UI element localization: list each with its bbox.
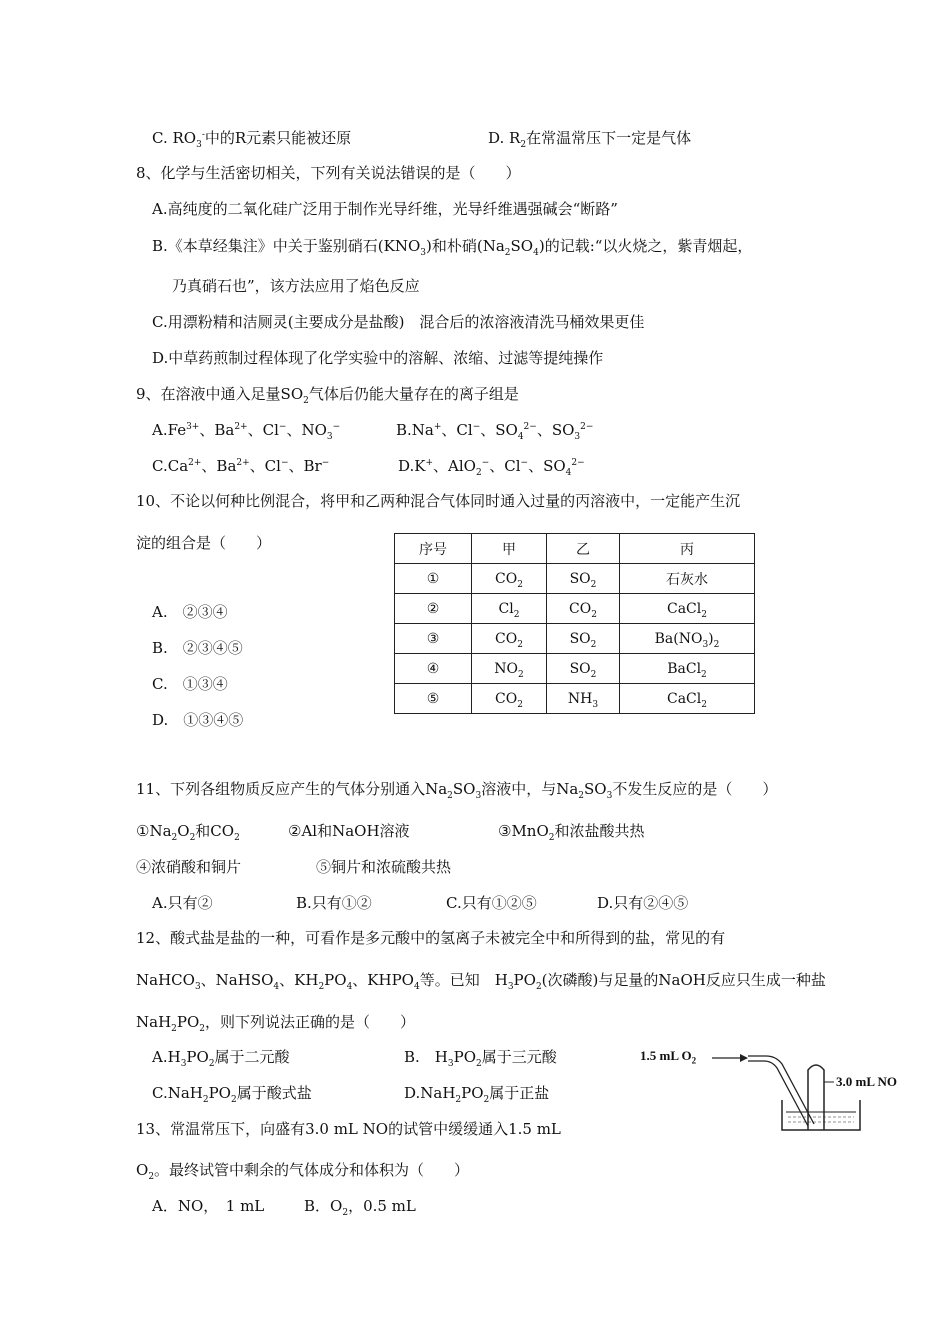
cell-jia: $CO_2$ — [472, 624, 547, 654]
q9-option-b: B.Na+、Cl−、$SO_4^{2-}$、$SO_3^{2-}$ — [396, 421, 594, 442]
q9-option-d: D.K+、AlO$_2$−、Cl−、$SO_4^{2-}$ — [398, 457, 585, 478]
cell-jia: $CO_2$ — [472, 564, 547, 594]
q12-stem-cont2: $NaH_2PO_2$，则下列说法正确的是（ ） — [136, 1013, 416, 1034]
q11-item-2: ②Al和NaOH溶液 — [288, 822, 410, 840]
table-row — [395, 684, 755, 714]
q12-option-c: $C.NaH_2PO_2$属于酸式盐 — [152, 1084, 312, 1105]
q13-option-b: B．$O_2$，0.5 mL — [304, 1197, 416, 1218]
cell-jia: $Cl_2$ — [472, 594, 547, 624]
q10-option-d: D. ①③④⑤ — [152, 711, 244, 729]
header-cell: 甲 — [472, 534, 547, 564]
cell-bing: CaCl$_2$ — [620, 594, 755, 624]
q10-option-a: A. ②③④ — [152, 603, 228, 621]
q11-stem: 11、下列各组物质反应产生的气体分别通入$Na_2SO_3$溶液中，与$Na_2SO_3$不发生反应的是（ ） — [136, 780, 778, 801]
q10-stem-cont: 淀的组合是（ ） — [136, 534, 272, 552]
cell-bing: $Ba(NO_3)_2$ — [620, 624, 755, 654]
cell-yi: $SO_2$ — [547, 564, 620, 594]
cell-bing: 石灰水 — [620, 564, 755, 594]
q12-option-a: $A.H_3PO_2$属于二元酸 — [152, 1048, 290, 1069]
cell-yi: $NH_3$ — [547, 684, 620, 714]
table-row — [395, 624, 755, 654]
cell-bing: BaCl$_2$ — [620, 654, 755, 684]
q13-stem-cont: $O_2$。最终试管中剩余的气体成分和体积为（ ） — [136, 1161, 470, 1182]
cell-no: ② — [395, 594, 472, 624]
cell-yi: $CO_2$ — [547, 594, 620, 624]
q11-option-d: D.只有②④⑤ — [597, 894, 689, 912]
cell-no: ④ — [395, 654, 472, 684]
q12-stem-cont: NaHCO$_3$、NaHSO$_4$、$KH_2PO_4$、$KHPO_4$等。已知 $H_3PO_2$(次磷酸)与足量的NaOH反应只生成一种盐 — [136, 971, 826, 992]
q11-item-1: $①Na_2O_2$和$CO_2$ — [136, 822, 240, 843]
q9-option-c: $C.Ca^{2+}$、$Ba^{2+}$、Cl−、Br− — [152, 457, 330, 475]
q8-option-b: B.《本草经集注》中关于鉴别硝石$(KNO_3)$和朴硝$(Na_2SO_4)$的记载:“以火烧之，紫青烟起， — [152, 237, 753, 258]
cell-yi: $SO_2$ — [547, 624, 620, 654]
q11-option-c: C.只有①②⑤ — [446, 894, 537, 912]
q8-option-a: A.高纯度的二氧化硅广泛用于制作光导纤维，光导纤维遇强碱会“断路” — [152, 200, 618, 218]
cell-yi: $SO_2$ — [547, 654, 620, 684]
q11-item-3: ③MnO$_2$和浓盐酸共热 — [498, 822, 645, 843]
q11-item-4: ④浓硝酸和铜片 — [136, 858, 242, 876]
q8-option-b-cont: 乃真硝石也”，该方法应用了焰色反应 — [172, 277, 420, 295]
q7-option-c: C. $RO_3^-$中的R元素只能被还原 — [152, 129, 352, 150]
header-cell: 乙 — [547, 534, 620, 564]
header-cell: 丙 — [620, 534, 755, 564]
cell-no: ③ — [395, 624, 472, 654]
q11-item-5: ⑤铜片和浓硫酸共热 — [316, 858, 452, 876]
q8-option-d: D.中草药煎制过程体现了化学实验中的溶解、浓缩、过滤等提纯操作 — [152, 349, 604, 367]
table-row — [395, 564, 755, 594]
q11-option-a: A.只有② — [152, 894, 213, 912]
q10-option-b: B. ②③④⑤ — [152, 639, 243, 657]
q12-option-d: $D.NaH_2PO_2$属于正盐 — [404, 1084, 550, 1105]
no-volume-label: 3.0 mL NO — [836, 1074, 898, 1089]
q8-stem: 8、化学与生活密切相关，下列有关说法错误的是（ ） — [136, 164, 521, 182]
cell-jia: $NO_2$ — [472, 654, 547, 684]
table-row — [395, 594, 755, 624]
q11-option-b: B.只有①② — [296, 894, 372, 912]
q10-stem: 10、不论以何种比例混合，将甲和乙两种混合气体同时通入过量的丙溶液中，一定能产生沉 — [136, 492, 741, 510]
header-cell: 序号 — [395, 534, 472, 564]
q12-option-b: B. $H_3PO_2$属于三元酸 — [404, 1048, 557, 1069]
cell-no: ① — [395, 564, 472, 594]
cell-no: ⑤ — [395, 684, 472, 714]
q9-option-a: $A.Fe^{3+}$、$Ba^{2+}$、Cl−、$NO_3^-$ — [152, 421, 341, 442]
table-row — [395, 654, 755, 684]
q13-option-a: A．NO， 1 mL — [152, 1197, 265, 1215]
q9-stem: 9、在溶液中通入足量$SO_2$气体后仍能大量存在的离子组是 — [136, 385, 519, 406]
q13-stem: 13、常温常压下，向盛有3.0 mL NO的试管中缓缓通入1.5 mL — [136, 1120, 561, 1138]
table-header-row — [395, 534, 755, 564]
q7-option-d: D. $R_2$在常温常压下一定是气体 — [488, 129, 692, 150]
gas-apparatus-diagram — [636, 1040, 926, 1140]
q8-option-c: C.用漂粉精和洁厕灵(主要成分是盐酸) 混合后的浓溶液清洗马桶效果更佳 — [152, 313, 645, 331]
cell-jia: $CO_2$ — [472, 684, 547, 714]
q10-option-c: C. ①③④ — [152, 675, 228, 693]
o2-volume-label: 1.5 mL $O_2$ — [640, 1048, 697, 1066]
q10-table — [394, 533, 755, 714]
cell-bing: CaCl$_2$ — [620, 684, 755, 714]
q12-stem: 12、酸式盐是盐的一种，可看作是多元酸中的氢离子未被完全中和所得到的盐，常见的有 — [136, 929, 726, 947]
